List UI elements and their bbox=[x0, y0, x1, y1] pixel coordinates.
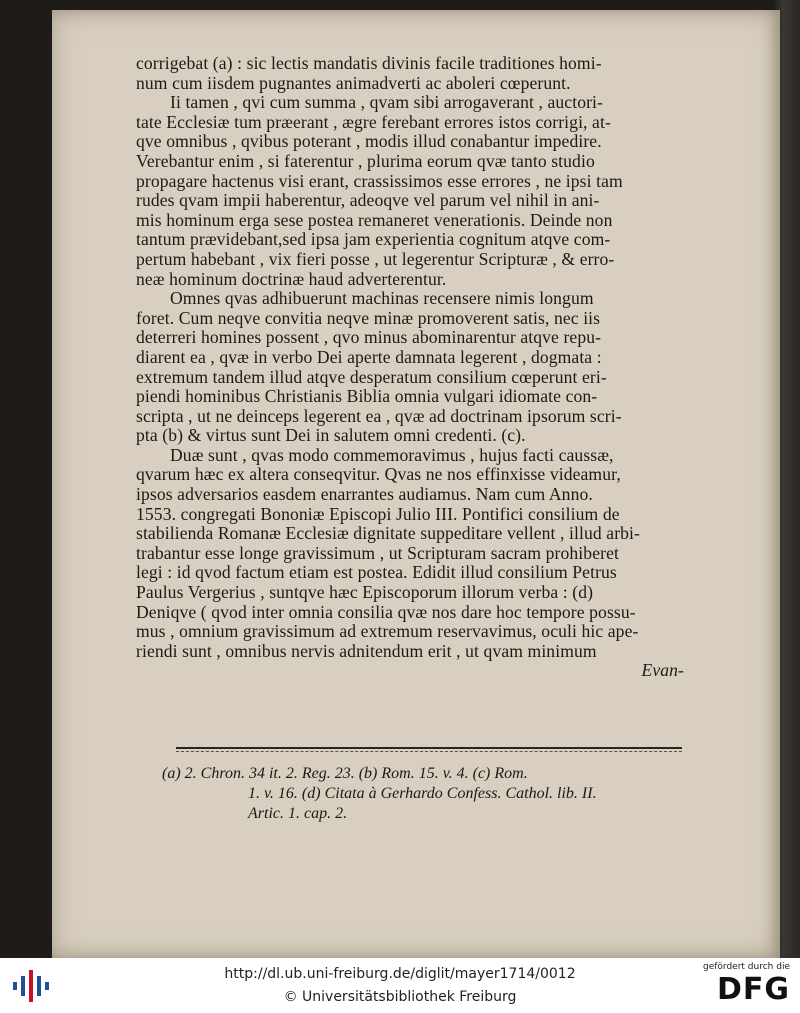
text-line: deterreri homines possent , qvo minus abominarentur atqve repu- bbox=[136, 328, 602, 348]
text-line: diarent ea , qvæ in verbo Dei aperte damnata legerent , dogmata : bbox=[136, 347, 602, 367]
text-line: scripta , ut ne deinceps legerent ea , qvæ ad doctrinam ipsorum scri- bbox=[136, 406, 622, 426]
copyright-notice: © Universitätsbibliothek Freiburg bbox=[283, 989, 517, 1005]
text-line: Evan- bbox=[641, 661, 684, 681]
text-line: Duæ sunt , qvas modo commemoravimus , hujus facti caussæ, bbox=[170, 445, 614, 465]
text-line: ipsos adversarios easdem enarrantes audiamus. Nam cum Anno. bbox=[136, 485, 593, 505]
text-line: corrigebat (a) : sic lectis mandatis divinis facile traditiones homi- bbox=[136, 54, 602, 73]
text-line: tantum prævidebant,sed ipsa jam experientia cognitum atqve com- bbox=[136, 230, 611, 250]
text-line: qvarum hæc ex altera conseqvitur. Qvas ne nos effinxisse videamur, bbox=[136, 465, 621, 485]
viewer-footer bbox=[0, 958, 800, 1013]
text-line: num cum iisdem pugnantes animadverti ac aboleri cœperunt. bbox=[136, 73, 571, 93]
text-line: qve omnibus , qvibus poterant , modis illud conabantur impedire. bbox=[136, 132, 602, 152]
footnote-line: (a) 2. Chron. 34 it. 2. Reg. 23. (b) Rom. 15. v. 4. (c) Rom. bbox=[162, 765, 528, 782]
text-line: 1553. congregati Bononiæ Episcopi Julio III. Pontifici consilium de bbox=[136, 504, 620, 524]
permalink-url[interactable]: http://dl.ub.uni-freiburg.de/diglit/mayer1714/0012 bbox=[224, 966, 576, 982]
text-line: piendi hominibus Christianis Biblia omnia vulgari idiomate con- bbox=[136, 387, 598, 407]
text-line: extremum tandem illud atqve desperatum consilium cœperunt eri- bbox=[136, 367, 607, 387]
text-line: foret. Cum neqve convitia neqve minæ promoverent satis, nec iis bbox=[136, 308, 601, 328]
text-line: Verebantur enim , si faterentur , plurima eorum qvæ tanto studio bbox=[136, 151, 595, 171]
text-line: pta (b) & virtus sunt Dei in salutem omni credenti. (c). bbox=[136, 426, 526, 446]
text-line: riendi sunt , omnibus nervis adnitendum erit , ut qvam minimum bbox=[136, 641, 597, 661]
text-line: tate Ecclesiæ tum præerant , ægre ferebant errores istos corrigi, at- bbox=[136, 112, 611, 132]
text-line: trabantur esse longe gravissimum , ut Scripturam sacram prohiberet bbox=[136, 543, 619, 563]
text-line: rudes qvam impii haberentur, adeoqve vel parum vel nihil in ani- bbox=[136, 191, 600, 211]
dfg-logo: DFG bbox=[716, 972, 790, 1007]
dfg-sponsor[interactable] bbox=[700, 962, 790, 1010]
footnotes-block bbox=[162, 764, 688, 824]
footnote-line: Artic. 1. cap. 2. bbox=[248, 805, 348, 822]
text-line: mis hominum erga sese postea remaneret venerationis. Deinde non bbox=[136, 210, 613, 230]
text-line: propagare hactenus visi erant, crassissimos esse errores , ne ipsi tam bbox=[136, 171, 623, 191]
footnote-separator-rule-secondary bbox=[176, 751, 682, 752]
text-line: Paulus Vergerius , suntqve hæc Episcoporum illorum verba : (d) bbox=[136, 583, 594, 603]
footnote-separator-rule bbox=[176, 747, 682, 749]
text-line: stabilienda Romanæ Ecclesiæ dignitate suppeditare vellent , illud arbi- bbox=[136, 524, 640, 544]
sponsor-text: gefördert durch die bbox=[703, 962, 790, 972]
text-line: legi : id qvod factum etiam est postea. Edidit illud consilium Petrus bbox=[136, 563, 617, 583]
text-line: mus , omnium gravissimum ad extremum reservavimus, oculi hic ape- bbox=[136, 622, 639, 642]
text-line: Deniqve ( qvod inter omnia consilia qvæ nos dare hoc tempore possu- bbox=[136, 602, 636, 622]
main-text-block bbox=[136, 54, 684, 681]
footnote-line: 1. v. 16. (d) Citata à Gerhardo Confess. Cathol. lib. II. bbox=[248, 785, 597, 802]
text-line: neæ hominum doctrinæ haud adverterentur. bbox=[136, 269, 447, 289]
text-line: Ii tamen , qvi cum summa , qvam sibi arrogaverant , auctori- bbox=[170, 93, 604, 113]
text-line: Omnes qvas adhibuerunt machinas recensere nimis longum bbox=[170, 289, 594, 309]
text-line: pertum habebant , vix fieri posse , ut legerentur Scripturæ , & erro- bbox=[136, 249, 615, 269]
